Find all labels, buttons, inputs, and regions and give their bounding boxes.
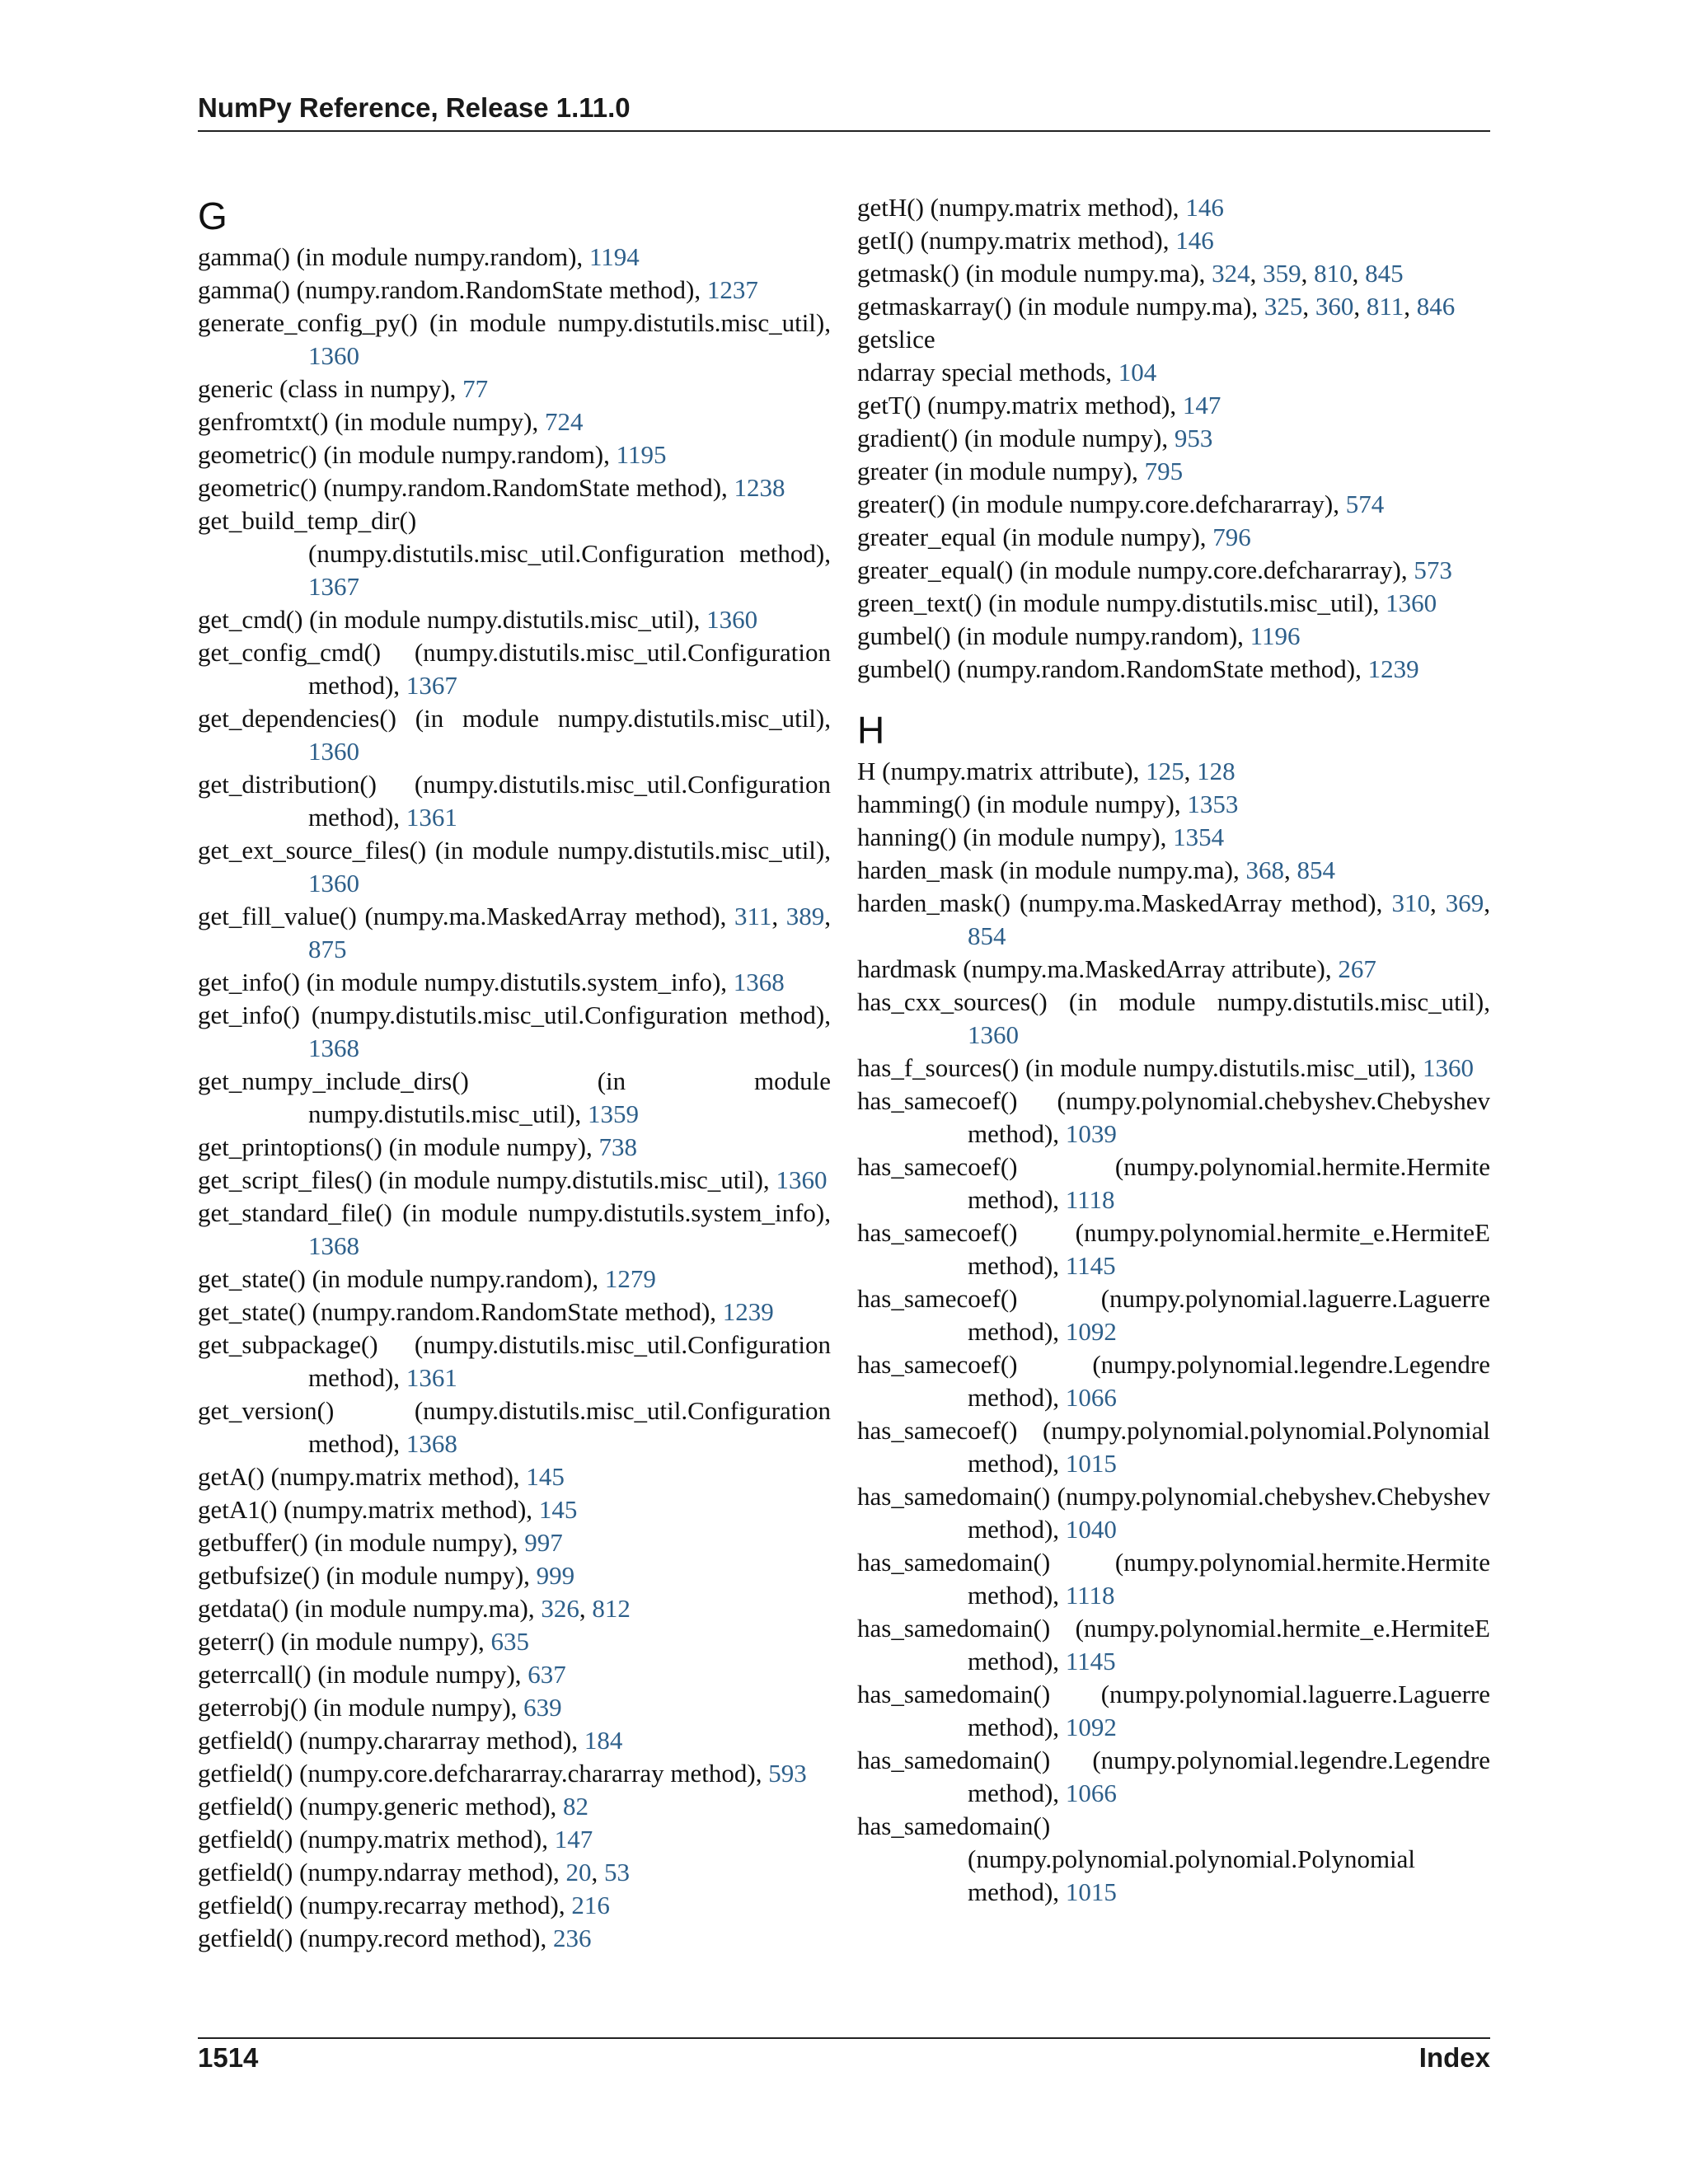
- page-link[interactable]: 1195: [616, 440, 667, 469]
- page-link[interactable]: 104: [1118, 358, 1157, 387]
- index-entry-text: has_samedomain() (numpy.polynomial.laguerre.Laguerre method),: [857, 1680, 1490, 1741]
- index-entry: [857, 1052, 1490, 1085]
- index-entry: [857, 488, 1490, 521]
- index-entry-text: geometric() (in module numpy.random),: [198, 440, 617, 469]
- page-link[interactable]: 1361: [406, 1363, 457, 1392]
- index-entry: [857, 653, 1490, 686]
- page-link[interactable]: 812: [592, 1594, 631, 1623]
- page-link[interactable]: 1368: [733, 968, 785, 996]
- page-link[interactable]: 1360: [706, 605, 758, 634]
- index-entry: [857, 422, 1490, 455]
- index-entry: [857, 191, 1490, 224]
- index-entry: [198, 1922, 831, 1955]
- index-entry-text: getfield() (numpy.recarray method),: [198, 1891, 572, 1919]
- page-link[interactable]: 77: [462, 374, 489, 403]
- index-entry: [198, 1757, 831, 1790]
- page-link[interactable]: 1015: [1065, 1449, 1117, 1478]
- page-link[interactable]: 236: [552, 1924, 592, 1952]
- page-link[interactable]: 1368: [308, 1033, 359, 1062]
- page-link[interactable]: 1368: [406, 1429, 457, 1458]
- page-link[interactable]: 635: [490, 1627, 530, 1656]
- index-entry: [198, 966, 831, 999]
- index-entry-text: get_config_cmd() (numpy.distutils.misc_util.Configuration method),: [198, 638, 831, 700]
- page-link[interactable]: 845: [1365, 259, 1404, 288]
- index-entry-text: gradient() (in module numpy),: [857, 424, 1175, 452]
- index-entry: [198, 1559, 831, 1592]
- index-entry: [857, 1480, 1490, 1546]
- page-link[interactable]: 1066: [1065, 1383, 1117, 1412]
- page-link[interactable]: 147: [1182, 391, 1221, 419]
- index-entry-text: get_version() (numpy.distutils.misc_util.Configuration method),: [198, 1396, 831, 1458]
- page-link[interactable]: 1360: [1422, 1053, 1474, 1082]
- index-entry-text: getA() (numpy.matrix method),: [198, 1462, 527, 1491]
- page-link[interactable]: 53: [603, 1858, 630, 1886]
- index-entry: [857, 1546, 1490, 1612]
- page-link[interactable]: 20: [565, 1858, 592, 1886]
- page-link[interactable]: 368: [1245, 855, 1284, 884]
- page-link[interactable]: 1118: [1065, 1185, 1115, 1214]
- index-entry-text: get_standard_file() (in module numpy.distutils.system_info),: [198, 1198, 831, 1227]
- page-link[interactable]: 1367: [308, 572, 359, 601]
- index-entry-text: hamming() (in module numpy),: [857, 790, 1188, 818]
- index-entry: [198, 471, 831, 504]
- index-entry-text: hardmask (numpy.ma.MaskedArray attribute),: [857, 954, 1339, 983]
- index-entry: [857, 323, 1490, 356]
- page-link[interactable]: 875: [308, 935, 347, 963]
- index-entry-text: has_samedomain() (numpy.polynomial.legendre.Legendre method),: [857, 1746, 1490, 1807]
- page-link[interactable]: 267: [1338, 954, 1376, 983]
- index-entry: [198, 241, 831, 274]
- header-rule: [198, 130, 1490, 132]
- page-link[interactable]: 796: [1212, 523, 1251, 551]
- index-entry-text: hanning() (in module numpy),: [857, 823, 1174, 851]
- index-entry: [198, 1493, 831, 1526]
- index-entry-text: has_samecoef() (numpy.polynomial.chebyshev.Chebyshev method),: [857, 1086, 1490, 1148]
- index-entry-text: getslice: [857, 325, 935, 354]
- index-entry-text: has_samecoef() (numpy.polynomial.polynomial.Polynomial method),: [857, 1416, 1490, 1478]
- page-link[interactable]: 810: [1314, 259, 1353, 288]
- footer-rule: [198, 2037, 1490, 2039]
- page-link[interactable]: 1360: [1386, 588, 1437, 617]
- index-entry-text: harden_mask (in module numpy.ma),: [857, 855, 1246, 884]
- page-link[interactable]: 795: [1144, 457, 1184, 485]
- page-link[interactable]: 953: [1174, 424, 1213, 452]
- index-entry: [857, 1348, 1490, 1414]
- page-link[interactable]: 311: [734, 902, 772, 930]
- index-entry-text: get_distribution() (numpy.distutils.misc_util.Configuration method),: [198, 770, 831, 832]
- page-link[interactable]: 1360: [776, 1165, 828, 1194]
- footer-page-number: 1514: [198, 2042, 259, 2073]
- index-entry-text: gumbel() (in module numpy.random),: [857, 621, 1250, 650]
- index-entry-text: gamma() (numpy.random.RandomState method),: [198, 275, 707, 304]
- page-link[interactable]: 637: [528, 1660, 566, 1689]
- index-entry-text: gamma() (in module numpy.random),: [198, 242, 589, 271]
- index-entry-text: geterrcall() (in module numpy),: [198, 1660, 528, 1689]
- index-entry-text: generate_config_py() (in module numpy.distutils.misc_util),: [198, 308, 831, 337]
- index-entry-text: generic (class in numpy),: [198, 374, 463, 403]
- page-link[interactable]: 1279: [604, 1264, 656, 1293]
- page-link[interactable]: 1015: [1065, 1877, 1117, 1906]
- page-link[interactable]: 310: [1391, 888, 1430, 917]
- index-entry-text: getbufsize() (in module numpy),: [198, 1561, 537, 1590]
- index-entry-text: green_text() (in module numpy.distutils.misc_util),: [857, 588, 1386, 617]
- index-entry: getmaskarray() (in module numpy.ma), 325, 360, 811, 846: [857, 292, 1456, 321]
- index-section-letter: G: [198, 194, 227, 237]
- index-entry: [198, 438, 831, 471]
- index-entry: [857, 1085, 1490, 1151]
- page-link[interactable]: 1239: [722, 1297, 774, 1326]
- index-entry: [198, 1889, 831, 1922]
- index-entry: [857, 821, 1490, 854]
- index-entry-text: getfield() (numpy.chararray method),: [198, 1726, 584, 1755]
- page-link[interactable]: 1092: [1065, 1713, 1117, 1741]
- page-link[interactable]: 854: [1296, 855, 1335, 884]
- index-entry: [198, 702, 831, 768]
- index-entry: [857, 224, 1490, 257]
- index-entry-text: get_cmd() (in module numpy.distutils.misc_util),: [198, 605, 707, 634]
- page-link[interactable]: 1238: [734, 473, 785, 502]
- index-entry: [198, 1460, 831, 1493]
- index-entry-text: get_printoptions() (in module numpy),: [198, 1132, 599, 1161]
- index-entry: [198, 603, 831, 636]
- page-link[interactable]: 389: [785, 902, 825, 930]
- index-entry-text: has_samedomain() (numpy.polynomial.polynomial.Polynomial method),: [857, 1811, 1416, 1906]
- footer-section-name: Index: [1418, 2042, 1490, 2073]
- page-link[interactable]: 1361: [406, 803, 457, 832]
- index-entry-text: get_subpackage() (numpy.distutils.misc_util.Configuration method),: [198, 1330, 831, 1392]
- index-entry: [198, 1724, 831, 1757]
- page-link[interactable]: 1239: [1367, 654, 1419, 683]
- index-entry: H (numpy.matrix attribute), 125, 128: [857, 757, 1236, 785]
- page-link[interactable]: 145: [526, 1462, 565, 1491]
- index-entry-text: getfield() (numpy.generic method),: [198, 1792, 564, 1821]
- index-entry-text: get_ext_source_files() (in module numpy.distutils.misc_util),: [198, 836, 831, 865]
- index-entry-text: has_samecoef() (numpy.polynomial.legendre.Legendre method),: [857, 1350, 1490, 1412]
- index-entry-text: genfromtxt() (in module numpy),: [198, 407, 545, 436]
- index-column-left: [198, 191, 831, 1955]
- index-entry-text: get_dependencies() (in module numpy.distutils.misc_util),: [198, 704, 831, 733]
- index-entry: getfield() (numpy.ndarray method), 20, 53: [198, 1858, 630, 1886]
- index-entry: [857, 1216, 1490, 1282]
- index-entry-text: get_numpy_include_dirs() (in module numpy.distutils.misc_util),: [198, 1066, 831, 1128]
- index-entry: [198, 1131, 831, 1164]
- page-link[interactable]: 846: [1416, 292, 1456, 321]
- page-link[interactable]: 1360: [968, 1020, 1019, 1049]
- index-entry: [857, 455, 1490, 488]
- index-entry: [198, 636, 831, 702]
- index-entry: [857, 1678, 1490, 1744]
- index-entry-text: get_state() (in module numpy.random),: [198, 1264, 605, 1293]
- page-link[interactable]: 999: [536, 1561, 575, 1590]
- index-entry-text: has_samecoef() (numpy.polynomial.hermite_e.HermiteE method),: [857, 1218, 1490, 1280]
- index-entry: [857, 986, 1490, 1052]
- index-entry-text: greater_equal (in module numpy),: [857, 523, 1213, 551]
- index-entry-text: getmaskarray() (in module numpy.ma),: [857, 292, 1264, 321]
- section-gap: [857, 686, 1490, 705]
- page-link[interactable]: 324: [1212, 259, 1250, 288]
- index-entry: [198, 1658, 831, 1691]
- index-entry-text: getT() (numpy.matrix method),: [857, 391, 1183, 419]
- index-entry: [198, 1526, 831, 1559]
- index-entry-text: getH() (numpy.matrix method),: [857, 193, 1186, 222]
- page-link[interactable]: 997: [524, 1528, 563, 1557]
- index-entry-text: getfield() (numpy.record method),: [198, 1924, 553, 1952]
- index-entry: [198, 504, 831, 603]
- page-link[interactable]: 1360: [308, 737, 359, 766]
- page-link[interactable]: 1359: [588, 1099, 640, 1128]
- index-entry-text: geometric() (numpy.random.RandomState method),: [198, 473, 734, 502]
- index-entry: [198, 1197, 831, 1263]
- index-entry: [198, 1625, 831, 1658]
- index-entry-text: get_info() (numpy.distutils.misc_util.Configuration method),: [198, 1001, 831, 1029]
- index-entry: [198, 1329, 831, 1394]
- index-entry: get_fill_value() (numpy.ma.MaskedArray method), 311, 389, 875: [198, 902, 832, 963]
- index-entry-text: getfield() (numpy.matrix method),: [198, 1825, 555, 1854]
- page-link[interactable]: 1145: [1065, 1251, 1116, 1280]
- page-link[interactable]: 1354: [1173, 823, 1225, 851]
- index-entry: [198, 1263, 831, 1296]
- index-entry: [857, 554, 1490, 587]
- index-entry: [198, 1164, 831, 1197]
- index-entry-text: has_samedomain() (numpy.polynomial.hermite_e.HermiteE method),: [857, 1614, 1490, 1675]
- index-entry: [857, 1744, 1490, 1810]
- page-link[interactable]: 1145: [1065, 1647, 1116, 1675]
- index-entry: [198, 1790, 831, 1823]
- index-subentry: [857, 356, 1490, 389]
- index-entry: [198, 405, 831, 438]
- index-entry-text: has_samedomain() (numpy.polynomial.chebyshev.Chebyshev method),: [857, 1482, 1490, 1544]
- index-entry: [198, 1296, 831, 1329]
- index-entry: [198, 768, 831, 834]
- index-entry: getdata() (in module numpy.ma), 326, 812: [198, 1594, 631, 1623]
- page-link[interactable]: 82: [563, 1792, 589, 1821]
- page-link[interactable]: 724: [545, 407, 584, 436]
- page-link[interactable]: 326: [541, 1594, 579, 1623]
- index-entry: [857, 1810, 1490, 1909]
- page-link[interactable]: 184: [584, 1726, 623, 1755]
- index-entry-text: getfield() (numpy.core.defchararray.chararray method),: [198, 1759, 769, 1788]
- index-entry-text: get_build_temp_dir() (numpy.distutils.misc_util.Configuration method),: [198, 506, 831, 568]
- page-link[interactable]: 639: [523, 1693, 562, 1722]
- page-link[interactable]: 145: [538, 1495, 578, 1524]
- page-link[interactable]: 593: [768, 1759, 807, 1788]
- index-entry-text: harden_mask() (numpy.ma.MaskedArray method),: [857, 888, 1392, 917]
- index-entry-text: has_samedomain() (numpy.polynomial.hermite.Hermite method),: [857, 1548, 1490, 1610]
- index-entry-text: getI() (numpy.matrix method),: [857, 226, 1176, 255]
- page-link[interactable]: 1367: [406, 671, 457, 700]
- page-header-title: NumPy Reference, Release 1.11.0: [198, 92, 631, 123]
- page-link[interactable]: 325: [1264, 292, 1303, 321]
- index-entry: [857, 521, 1490, 554]
- index-entry-text: has_samecoef() (numpy.polynomial.hermite.Hermite method),: [857, 1152, 1490, 1214]
- index-entry-text: greater() (in module numpy.core.defchararray),: [857, 490, 1346, 518]
- page-link[interactable]: 1353: [1187, 790, 1239, 818]
- page-link[interactable]: 128: [1197, 757, 1236, 785]
- page-link[interactable]: 1196: [1250, 621, 1301, 650]
- index-entry: [198, 274, 831, 307]
- page-link[interactable]: 1360: [308, 341, 359, 370]
- index-entry: [857, 953, 1490, 986]
- index-entry-text: getmask() (in module numpy.ma),: [857, 259, 1212, 288]
- page-link[interactable]: 146: [1175, 226, 1214, 255]
- index-entry-text: has_samecoef() (numpy.polynomial.laguerre.Laguerre method),: [857, 1284, 1490, 1346]
- index-entry-text: greater (in module numpy),: [857, 457, 1145, 485]
- index-entry: [857, 389, 1490, 422]
- page-link[interactable]: 854: [968, 921, 1006, 950]
- page-link[interactable]: 147: [554, 1825, 593, 1854]
- page-link[interactable]: 359: [1263, 259, 1301, 288]
- index-entry: [857, 1282, 1490, 1348]
- index-entry-text: getA1() (numpy.matrix method),: [198, 1495, 539, 1524]
- index-entry-text: ndarray special methods,: [857, 358, 1118, 387]
- page-link[interactable]: 1066: [1065, 1779, 1117, 1807]
- page-link[interactable]: 1118: [1065, 1581, 1115, 1610]
- page-link[interactable]: 738: [598, 1132, 637, 1161]
- index-entry: [857, 620, 1490, 653]
- index-entry: [857, 587, 1490, 620]
- index-entry: [857, 1612, 1490, 1678]
- page-link[interactable]: 216: [571, 1891, 610, 1919]
- index-entry-text: getfield() (numpy.ndarray method),: [198, 1858, 566, 1886]
- index-entry: [198, 307, 831, 373]
- index-entry: [198, 1691, 831, 1724]
- index-entry-text: getbuffer() (in module numpy),: [198, 1528, 525, 1557]
- index-entry: [198, 999, 831, 1065]
- index-entry-text: geterr() (in module numpy),: [198, 1627, 491, 1656]
- index-entry: [198, 1394, 831, 1460]
- index-entry-text: get_info() (in module numpy.distutils.system_info),: [198, 968, 734, 996]
- index-entry-text: H (numpy.matrix attribute),: [857, 757, 1146, 785]
- index-entry: [198, 373, 831, 405]
- index-entry-text: get_state() (numpy.random.RandomState method),: [198, 1297, 723, 1326]
- index-entry: [857, 1414, 1490, 1480]
- page-link[interactable]: 146: [1185, 193, 1224, 222]
- index-entry-text: greater_equal() (in module numpy.core.defchararray),: [857, 555, 1414, 584]
- page-link[interactable]: 1092: [1065, 1317, 1117, 1346]
- index-entry: [198, 1823, 831, 1856]
- index-entry: harden_mask() (numpy.ma.MaskedArray method), 310, 369, 854: [857, 888, 1491, 950]
- page-link[interactable]: 573: [1414, 555, 1452, 584]
- index-entry-text: gumbel() (numpy.random.RandomState method),: [857, 654, 1368, 683]
- index-entry: [198, 1065, 831, 1131]
- index-entry: harden_mask (in module numpy.ma), 368, 854: [857, 855, 1335, 884]
- page-link[interactable]: 1237: [706, 275, 758, 304]
- index-entry: [857, 788, 1490, 821]
- page-link[interactable]: 574: [1345, 490, 1385, 518]
- index-entry-text: get_fill_value() (numpy.ma.MaskedArray method),: [198, 902, 735, 930]
- index-entry-text: getdata() (in module numpy.ma),: [198, 1594, 542, 1623]
- page-link[interactable]: 360: [1315, 292, 1354, 321]
- index-section-letter: H: [857, 709, 885, 752]
- index-entry-text: has_cxx_sources() (in module numpy.distutils.misc_util),: [857, 987, 1490, 1016]
- index-entry: getmask() (in module numpy.ma), 324, 359, 810, 845: [857, 259, 1404, 288]
- page-link[interactable]: 1040: [1065, 1515, 1117, 1544]
- index-entry-text: get_script_files() (in module numpy.distutils.misc_util),: [198, 1165, 776, 1194]
- page-link[interactable]: 125: [1146, 757, 1184, 785]
- index-entry-text: geterrobj() (in module numpy),: [198, 1693, 524, 1722]
- page-link[interactable]: 369: [1445, 888, 1484, 917]
- index-entry-text: has_f_sources() (in module numpy.distutils.misc_util),: [857, 1053, 1423, 1082]
- index-column-right: [857, 191, 1490, 1909]
- page-link[interactable]: 1039: [1065, 1119, 1117, 1148]
- index-entry: [198, 834, 831, 900]
- page-link[interactable]: 1360: [308, 869, 359, 898]
- page-link[interactable]: 1368: [308, 1231, 359, 1260]
- page-link[interactable]: 1194: [588, 242, 640, 271]
- page-link[interactable]: 811: [1366, 292, 1404, 321]
- index-entry: [857, 1151, 1490, 1216]
